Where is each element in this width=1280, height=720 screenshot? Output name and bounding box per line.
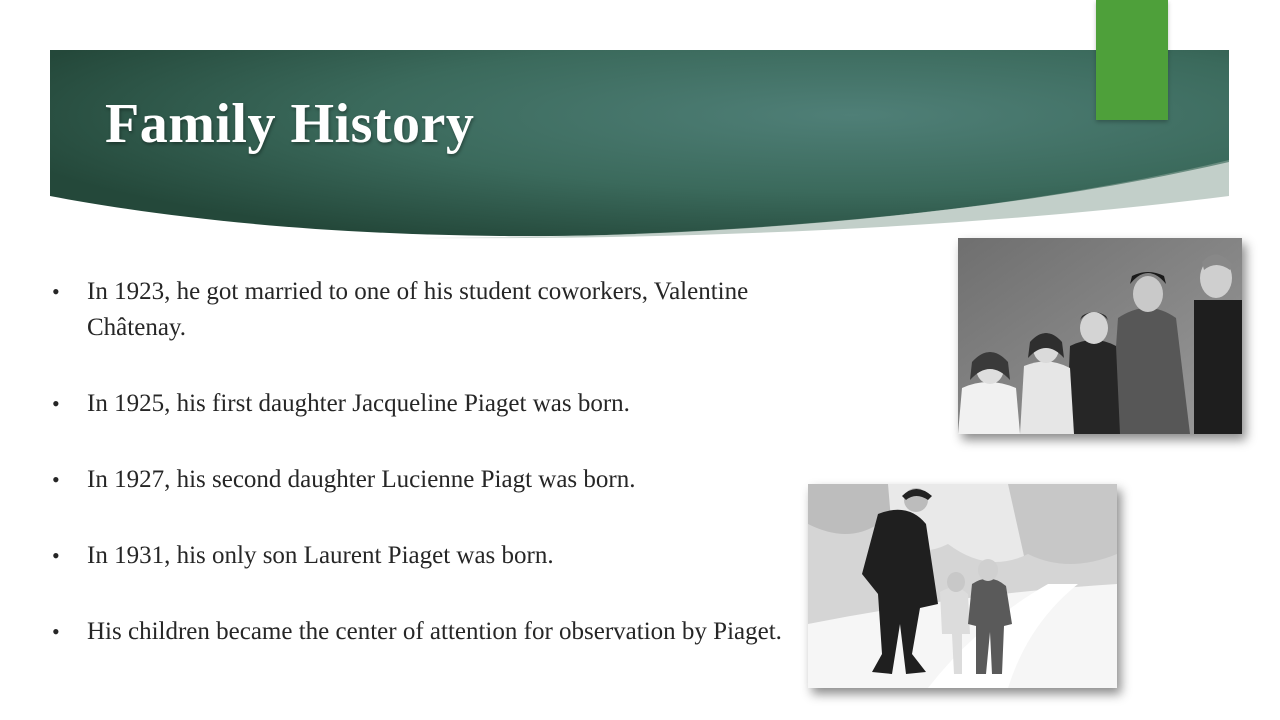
bullet-dot-icon: • <box>52 619 60 644</box>
snow-walk-photo <box>808 484 1117 688</box>
bullet-text: In 1931, his only son Laurent Piaget was born. <box>87 542 554 569</box>
bullet-dot-icon: • <box>52 391 60 416</box>
accent-tab <box>1096 0 1168 120</box>
bullet-item <box>52 386 812 422</box>
bullet-item <box>52 462 812 498</box>
bullet-list <box>52 274 812 690</box>
bullet-text: In 1923, he got married to one of his student coworkers, Valentine Châtenay. <box>87 278 749 341</box>
bullet-dot-icon: • <box>52 543 60 568</box>
slide-title: Family History <box>105 93 475 155</box>
bullet-text: In 1927, his second daughter Lucienne Piagt was born. <box>87 466 636 493</box>
bullet-item <box>52 614 812 650</box>
bullet-text: In 1925, his first daughter Jacqueline Piaget was born. <box>87 390 630 417</box>
bullet-item <box>52 274 812 346</box>
bullet-dot-icon: • <box>52 467 60 492</box>
bullet-item <box>52 538 812 574</box>
family-portrait-photo <box>958 238 1242 434</box>
bullet-dot-icon: • <box>52 279 60 304</box>
bullet-text: His children became the center of attention for observation by Piaget. <box>87 618 782 645</box>
